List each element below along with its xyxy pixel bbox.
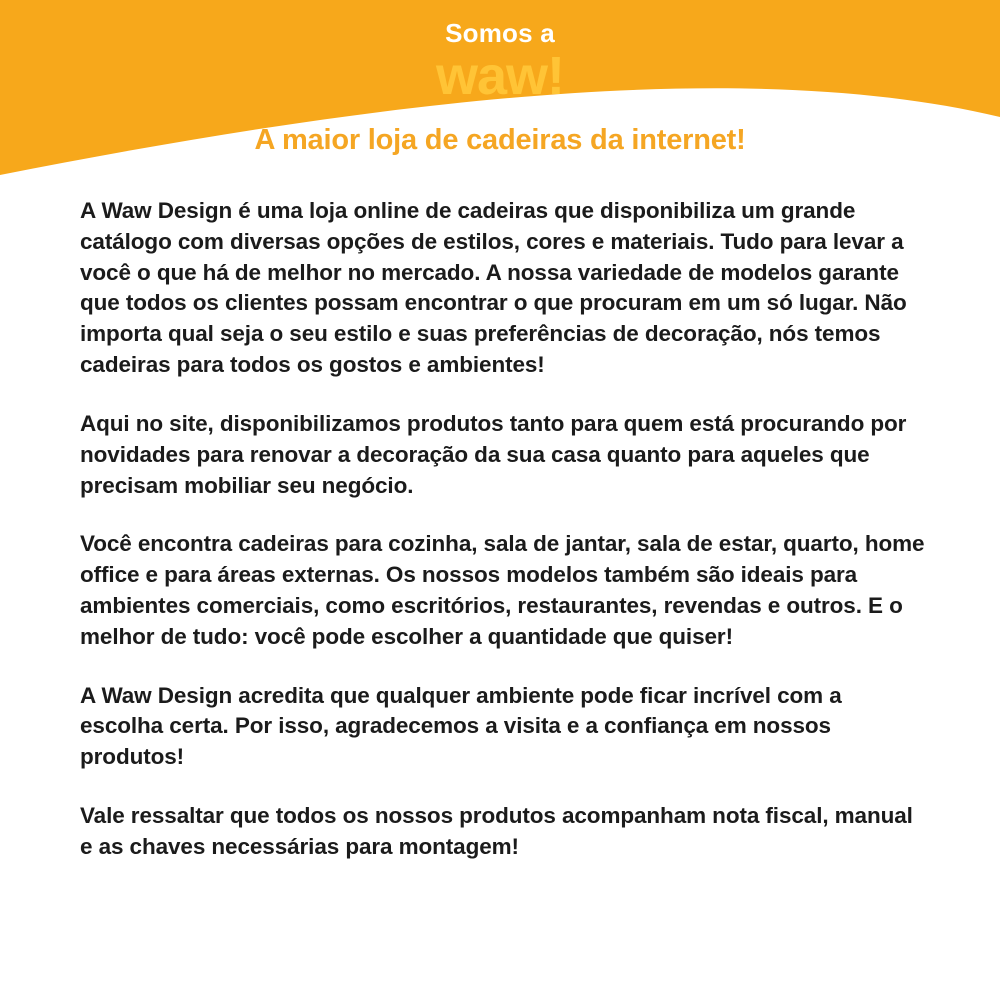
header-banner	[0, 0, 1000, 175]
page-title: A maior loja de cadeiras da internet!	[254, 124, 746, 156]
paragraph-4: A Waw Design acredita que qualquer ambiente pode ficar incrível com a escolha certa. Por isso, agradecemos a visita e a confiança em nossos produtos!	[80, 682, 842, 770]
paragraph-1	[80, 196, 925, 381]
brand-block	[0, 20, 1000, 120]
brand-name-bold: Waw Design	[101, 198, 233, 223]
brand-somos-label: Somos a	[445, 18, 555, 48]
header-content	[0, 0, 1000, 175]
brand-logo-text: waw!	[435, 46, 565, 106]
paragraph-2: Aqui no site, disponibilizamos produtos tanto para quem está procurando por novidades para renovar a decoração da sua casa quanto para aqueles que precisam mobiliar seu negócio.	[80, 410, 907, 498]
about-text-body	[80, 196, 925, 863]
paragraph-5: Vale ressaltar que todos os nossos produtos acompanham nota fiscal, manual e as chaves necessárias para montagem!	[80, 803, 913, 859]
brand-logo-sub: design	[461, 105, 545, 121]
paragraph-3: Você encontra cadeiras para cozinha, sala de jantar, sala de estar, quarto, home office e para áreas externas. Os nossos modelos também são ideais para ambientes comerciais, como escritórios, restaurantes, revendas e outros. E o melhor de tudo: você pode escolher a quantidade que quiser!	[80, 531, 925, 649]
paragraph-1-lead: A	[80, 198, 102, 223]
paragraph-1-rest: é uma loja online de cadeiras que disponibiliza um grande catálogo com diversas opções de estilos, cores e materiais. Tudo para levar a você o que há de melhor no mercado. A nossa variedade de modelos garante que todos os clientes possam encontrar o que procuram em um só lugar. Não importa qual seja o seu estilo e suas preferências de decoração, nós temos cadeiras para todos os gostos e ambientes!	[80, 198, 907, 378]
